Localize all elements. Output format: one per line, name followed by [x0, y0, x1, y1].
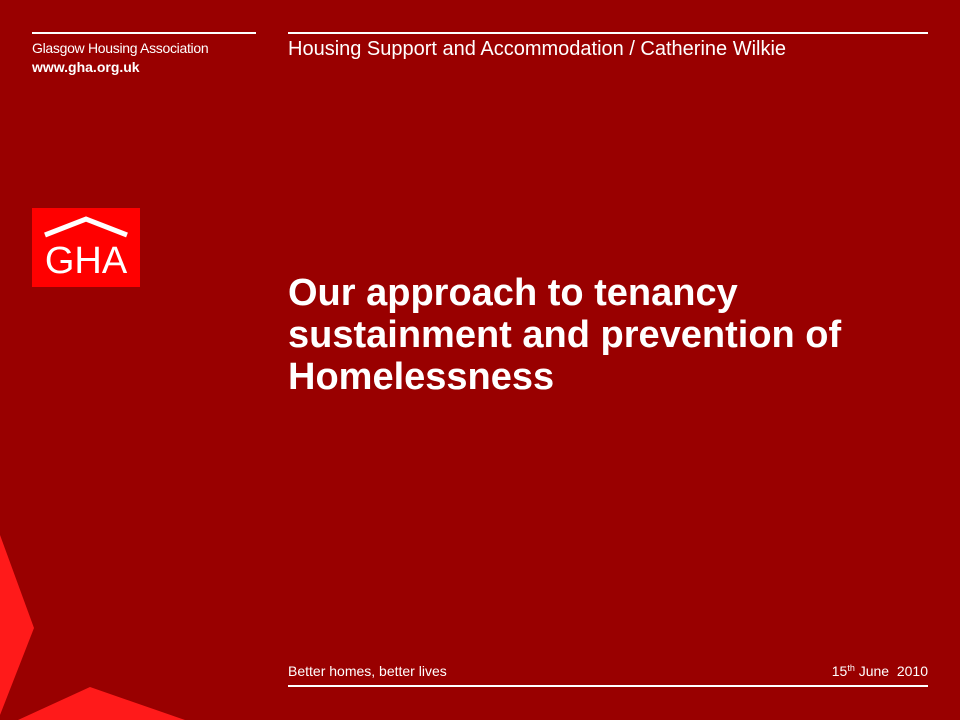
top-left-rule	[32, 32, 256, 34]
left-edge-shape	[0, 535, 34, 715]
gha-logo	[32, 208, 140, 287]
logo-text: GHA	[44, 240, 128, 282]
date-day: 15	[831, 663, 848, 679]
slide-title: Our approach to tenancy sustainment and prevention of Homelessness	[288, 272, 842, 398]
footer-tagline: Better homes, better lives	[288, 663, 447, 679]
gha-logo-graphic	[32, 208, 140, 287]
bottom-rule	[288, 685, 928, 687]
header-title: Housing Support and Accommodation / Catherine Wilkie	[288, 38, 787, 60]
org-url: www.gha.org.uk	[32, 59, 140, 75]
bottom-left-shape	[18, 687, 185, 720]
footer-date	[832, 663, 928, 679]
org-name: Glasgow Housing Association	[32, 40, 209, 56]
top-right-rule	[288, 32, 928, 34]
date-rest: June 2010	[854, 663, 928, 679]
date-suffix: th	[847, 663, 855, 673]
